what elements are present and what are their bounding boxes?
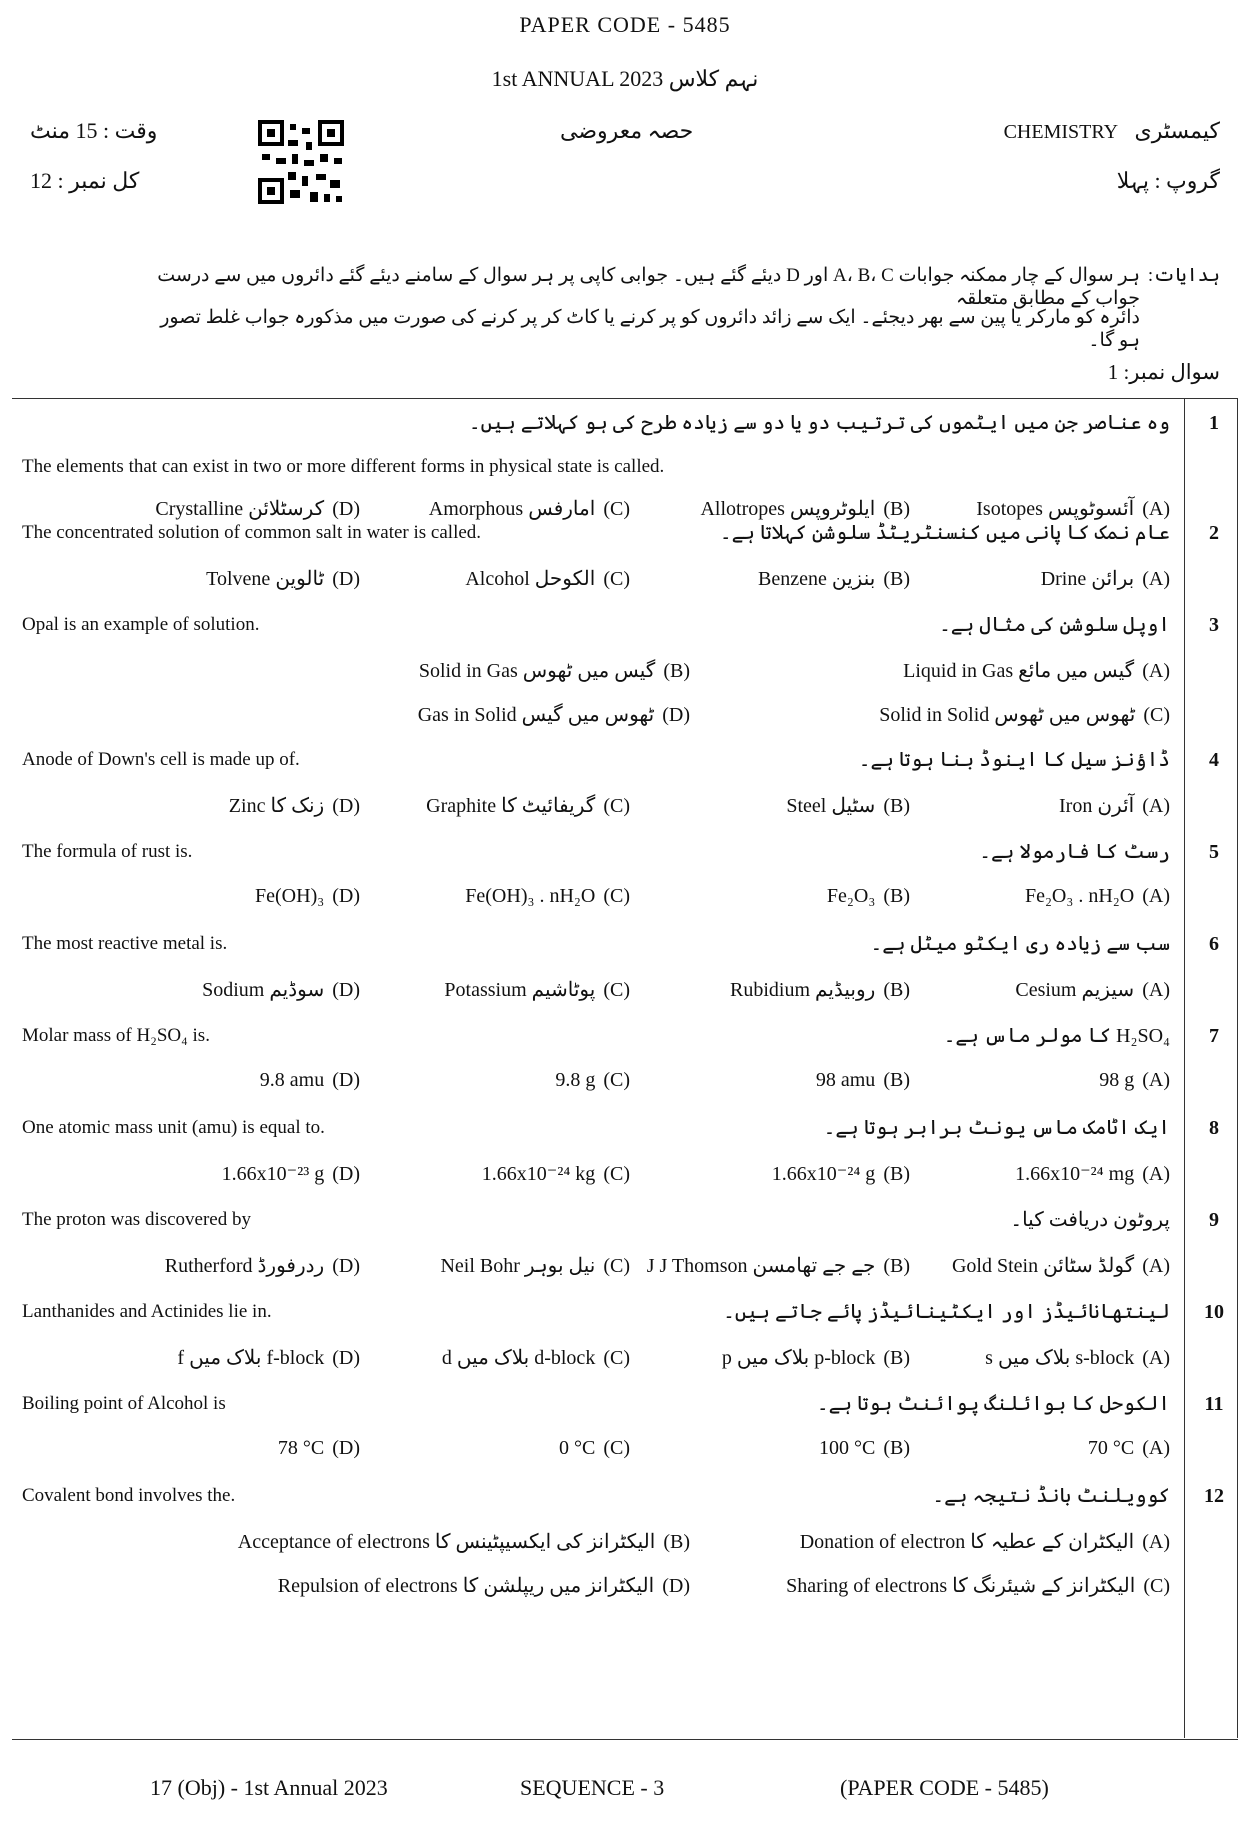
option-letter: (D) [662,1575,690,1597]
option-d [278,1573,690,1598]
option-b [419,658,690,683]
subject-urdu: کیمسٹری [1134,118,1220,143]
option-letter: (D) [332,1163,360,1185]
option-a [952,1253,1170,1278]
option-letter: (D) [662,704,690,726]
option-text: برائن Drine [1040,568,1135,590]
option-c [444,977,630,1002]
question-number: 3 [1209,614,1219,636]
option-c [482,1161,630,1186]
option-letter: (B) [883,885,910,907]
question-text-urdu: ایک اٹامک ماس یونٹ برابر ہوتا ہے۔ [823,1117,1170,1139]
option-b [700,496,910,521]
option-letter: (A) [1142,660,1170,682]
question-text-english: Opal is an example of solution. [22,614,260,635]
option-text: ردرفورڈ Rutherford [164,1255,325,1277]
option-text: جے جے تھامسن J J Thomson [646,1255,876,1277]
option-b [647,1253,910,1278]
option-text: امارفس Amorphous [428,498,596,520]
option-d [222,1161,360,1186]
option-b [816,1069,910,1092]
option-d [206,566,360,591]
option-letter: (C) [603,498,630,520]
qr-code-icon [258,120,346,206]
question-text-urdu: وہ عناصر جن میں ایٹموں کی ترتیب دو یا دو سے زیادہ طرح کی ہو کہلاتے ہیں۔ [468,412,1170,434]
option-letter: (A) [1142,1255,1170,1277]
option-letter: (B) [883,979,910,1001]
option-text: پوٹاشیم Potassium [444,979,596,1001]
option-letter: (D) [332,885,360,907]
option-letter: (A) [1142,885,1170,907]
question-text-urdu: H₂SO₄ کا مولر ماس ہے۔ [943,1025,1170,1047]
option-letter: (A) [1142,1437,1170,1459]
option-text: 98 g [1099,1069,1135,1091]
option-letter: (C) [603,1163,630,1185]
option-text: s بلاک میں s-block [985,1347,1135,1369]
option-letter: (A) [1142,498,1170,520]
question-text-english: The proton was discovered by [22,1209,251,1230]
option-text: روبیڈیم Rubidium [730,979,876,1001]
option-text: 1.66x10⁻²⁴ kg [481,1163,596,1185]
option-letter: (A) [1142,795,1170,817]
annual-urdu: نہم کلاس [668,66,759,91]
option-a [1099,1069,1170,1092]
option-c [426,793,630,818]
question-text-urdu: سب سے زیادہ ری ایکٹو میٹل ہے۔ [870,933,1170,955]
option-letter: (C) [603,795,630,817]
option-text: 0 °C [558,1437,596,1459]
number-column-divider-left [1184,398,1185,1738]
option-a [1059,793,1170,818]
question-text-english: The elements that can exist in two or more different forms in physical state is called. [22,456,665,477]
option-text: گیس میں مائع Liquid in Gas [903,660,1135,682]
instructions-line-1: ہر سوال کے چار ممکنہ جوابات A، B، C اور D دیئے گئے ہیں۔ جوابی کاپی پر ہر سوال کے سامنے دیئے گئے دائروں میں سے درست جواب کے مطابق متعلقہ [157,265,1140,309]
instructions-label: ہدایات: [1147,265,1220,286]
option-d [260,1069,360,1092]
option-text: سوڈیم Sodium [202,979,325,1001]
option-a [800,1529,1170,1554]
option-d [165,1253,360,1278]
option-letter: (C) [1143,704,1170,726]
question-text-english: The most reactive metal is. [22,933,228,954]
option-letter: (D) [332,498,360,520]
option-b [772,1161,910,1186]
option-text: بنزین Benzene [758,568,876,590]
question-text-english: Boiling point of Alcohol is [22,1393,226,1414]
option-letter: (B) [883,568,910,590]
option-b [819,1437,910,1460]
question-text-english: Lanthanides and Actinides lie in. [22,1301,272,1322]
option-text: آئرن Iron [1059,795,1135,817]
footer-paper-code: (PAPER CODE - 5485) [840,1775,1049,1800]
option-text: 1.66x10⁻²⁴ g [771,1163,876,1185]
option-d [229,793,360,818]
option-text: سیزیم Cesium [1015,979,1135,1001]
question-number: 10 [1204,1301,1224,1323]
question-text-english: One atomic mass unit (amu) is equal to. [22,1117,325,1138]
option-text: Fe₂O₃ [826,885,876,907]
question-text-urdu: عام نمک کا پانی میں کنسنٹریٹڈ سلوشن کہلاتا ہے۔ [719,522,1170,544]
annual-line [0,66,1250,92]
option-letter: (D) [332,795,360,817]
option-letter: (B) [883,1069,910,1091]
option-text: گریفائیٹ کا Graphite [426,795,596,817]
option-letter: (B) [883,1347,910,1369]
question-number: 8 [1209,1117,1219,1139]
question-text-urdu: رسٹ کا فارمولا ہے۔ [979,841,1170,863]
option-letter: (D) [332,1347,360,1369]
option-text: d بلاک میں d-block [441,1347,596,1369]
option-text: ٹالوین Tolvene [206,568,325,590]
question-number: 2 [1209,522,1219,544]
option-text: نیل بوہر Neil Bohr [440,1255,596,1277]
option-text: 9.8 g [555,1069,596,1091]
option-letter: (D) [332,568,360,590]
option-b [786,793,910,818]
option-c [465,566,630,591]
option-text: گیس میں ٹھوس Solid in Gas [418,660,656,682]
option-b [827,885,910,908]
option-text: زنک کا Zinc [228,795,325,817]
question-text-urdu: الکوحل کا بوائلنگ پوائنٹ ہوتا ہے۔ [816,1393,1170,1415]
option-b [238,1529,690,1554]
option-a [1041,566,1170,591]
part-title: حصہ معروضی [560,118,694,143]
option-b [758,566,910,591]
option-a [1088,1437,1170,1460]
question-text-urdu: پروٹون دریافت کیا۔ [1010,1209,1170,1231]
option-text: 1.66x10⁻²⁴ mg [1015,1163,1135,1185]
option-text: الیکٹرانز کے شیئرنگ کا Sharing of electrons [786,1575,1136,1597]
option-text: 9.8 amu [259,1069,325,1091]
option-letter: (C) [603,885,630,907]
question-number: 11 [1204,1393,1224,1415]
option-d [418,702,690,727]
option-text: الیکٹران کے عطیہ کا Donation of electron [799,1531,1135,1553]
subject-english: CHEMISTRY [1003,121,1119,143]
option-letter: (B) [663,660,690,682]
option-d [155,496,360,521]
option-letter: (D) [332,1255,360,1277]
option-text: ٹھوس میں ٹھوس Solid in Solid [879,704,1136,726]
option-letter: (C) [603,1069,630,1091]
option-b [722,1345,910,1370]
option-text: 100 °C [818,1437,876,1459]
option-text: الیکٹرانز میں ریپلشن کا Repulsion of electrons [277,1575,655,1597]
option-letter: (B) [883,1163,910,1185]
option-text: الیکٹرانز کی ایکسیپٹینس کا Acceptance of electrons [237,1531,656,1553]
question-text-english: Molar mass of H₂SO₄ is. [22,1025,210,1046]
option-d [202,977,360,1002]
question-label: سوال نمبر: 1 [1107,360,1220,384]
option-letter: (A) [1142,568,1170,590]
option-text: p بلاک میں p-block [721,1347,876,1369]
option-letter: (A) [1142,1531,1170,1553]
instructions-line-2: دائرہ کو مارکر یا پین سے بھر دیجئے۔ ایک سے زائد دائروں کو پر کرنے یا کاٹ کر پر کرنے کی صورت میں مذکورہ جواب غلط تصور ہو گا۔ [160,307,1140,351]
option-c [429,496,630,521]
option-letter: (C) [603,568,630,590]
option-text: کرسٹلائن Crystalline [155,498,325,520]
option-letter: (A) [1142,1347,1170,1369]
question-text-urdu: اوپل سلوشن کی مثال ہے۔ [939,614,1170,636]
question-number: 4 [1209,749,1219,771]
question-text-urdu: کوویلنٹ بانڈ نتیجہ ہے۔ [932,1485,1170,1507]
option-letter: (A) [1142,979,1170,1001]
option-letter: (D) [332,979,360,1001]
option-text: 70 °C [1087,1437,1135,1459]
option-letter: (C) [603,1437,630,1459]
option-a [976,496,1170,521]
annual-text: 1st ANNUAL 2023 [491,66,664,91]
question-number: 5 [1209,841,1219,863]
group: گروپ : پہلا [1116,168,1220,193]
option-letter: (C) [603,1347,630,1369]
question-number: 12 [1204,1485,1224,1507]
option-c [442,1345,630,1370]
option-a [1015,1161,1170,1186]
time: وقت : 15 منٹ [30,118,158,143]
option-a [985,1345,1170,1370]
option-c [879,702,1170,727]
question-number: 6 [1209,933,1219,955]
option-c [786,1573,1170,1598]
option-text: 1.66x10⁻²³ g [221,1163,325,1185]
option-c [559,1437,630,1460]
question-text-urdu: ڈاؤنز سیل کا اینوڈ بنا ہوتا ہے۔ [858,749,1170,771]
option-a [1015,977,1170,1002]
option-text: f بلاک میں f-block [177,1347,325,1369]
question-number: 7 [1209,1025,1219,1047]
option-text: آئسوٹوپس Isotopes [976,498,1135,520]
option-text: Fe(OH)₃ [255,885,325,907]
option-letter: (B) [883,498,910,520]
option-text: 78 °C [277,1437,325,1459]
option-b [730,977,910,1002]
option-letter: (D) [332,1437,360,1459]
option-text: ایلوٹروپس Allotropes [700,498,876,520]
question-text-english: The formula of rust is. [22,841,193,862]
number-column-divider-right [1237,398,1238,1738]
option-d [255,885,360,908]
total-marks: کل نمبر : 12 [30,168,140,193]
subject-line [1004,118,1220,144]
option-d [177,1345,360,1370]
question-number: 1 [1209,412,1219,434]
footer-left: 17 (Obj) - 1st Annual 2023 [150,1775,388,1800]
option-text: سٹیل Steel [786,795,876,817]
option-letter: (B) [883,795,910,817]
option-letter: (B) [883,1255,910,1277]
option-letter: (C) [603,1255,630,1277]
question-text-english: Anode of Down's cell is made up of. [22,749,300,770]
option-text: الکوحل Alcohol [465,568,596,590]
option-letter: (A) [1142,1069,1170,1091]
option-a [1025,885,1170,908]
option-letter: (B) [883,1437,910,1459]
option-text: ٹھوس میں گیس Gas in Solid [417,704,655,726]
question-text-english: The concentrated solution of common salt in water is called. [22,522,482,543]
option-letter: (D) [332,1069,360,1091]
option-letter: (C) [1143,1575,1170,1597]
question-text-urdu: لینتھانائیڈز اور ایکٹینائیڈز پائے جاتے ہیں۔ [723,1301,1170,1323]
option-letter: (C) [603,979,630,1001]
option-text: گولڈ سٹائن Gold Stein [951,1255,1135,1277]
option-letter: (A) [1142,1163,1170,1185]
option-c [555,1069,630,1092]
footer-sequence: SEQUENCE - 3 [520,1775,665,1800]
option-text: Fe(OH)₃ . nH₂O [465,885,596,907]
option-c [440,1253,630,1278]
option-d [278,1437,360,1460]
option-text: Fe₂O₃ . nH₂O [1024,885,1135,907]
option-text: 98 amu [815,1069,876,1091]
paper-code: PAPER CODE - 5485 [519,12,731,37]
question-number: 9 [1209,1209,1219,1231]
option-c [465,885,630,908]
option-letter: (B) [663,1531,690,1553]
question-text-english: Covalent bond involves the. [22,1485,236,1506]
option-a [903,658,1170,683]
